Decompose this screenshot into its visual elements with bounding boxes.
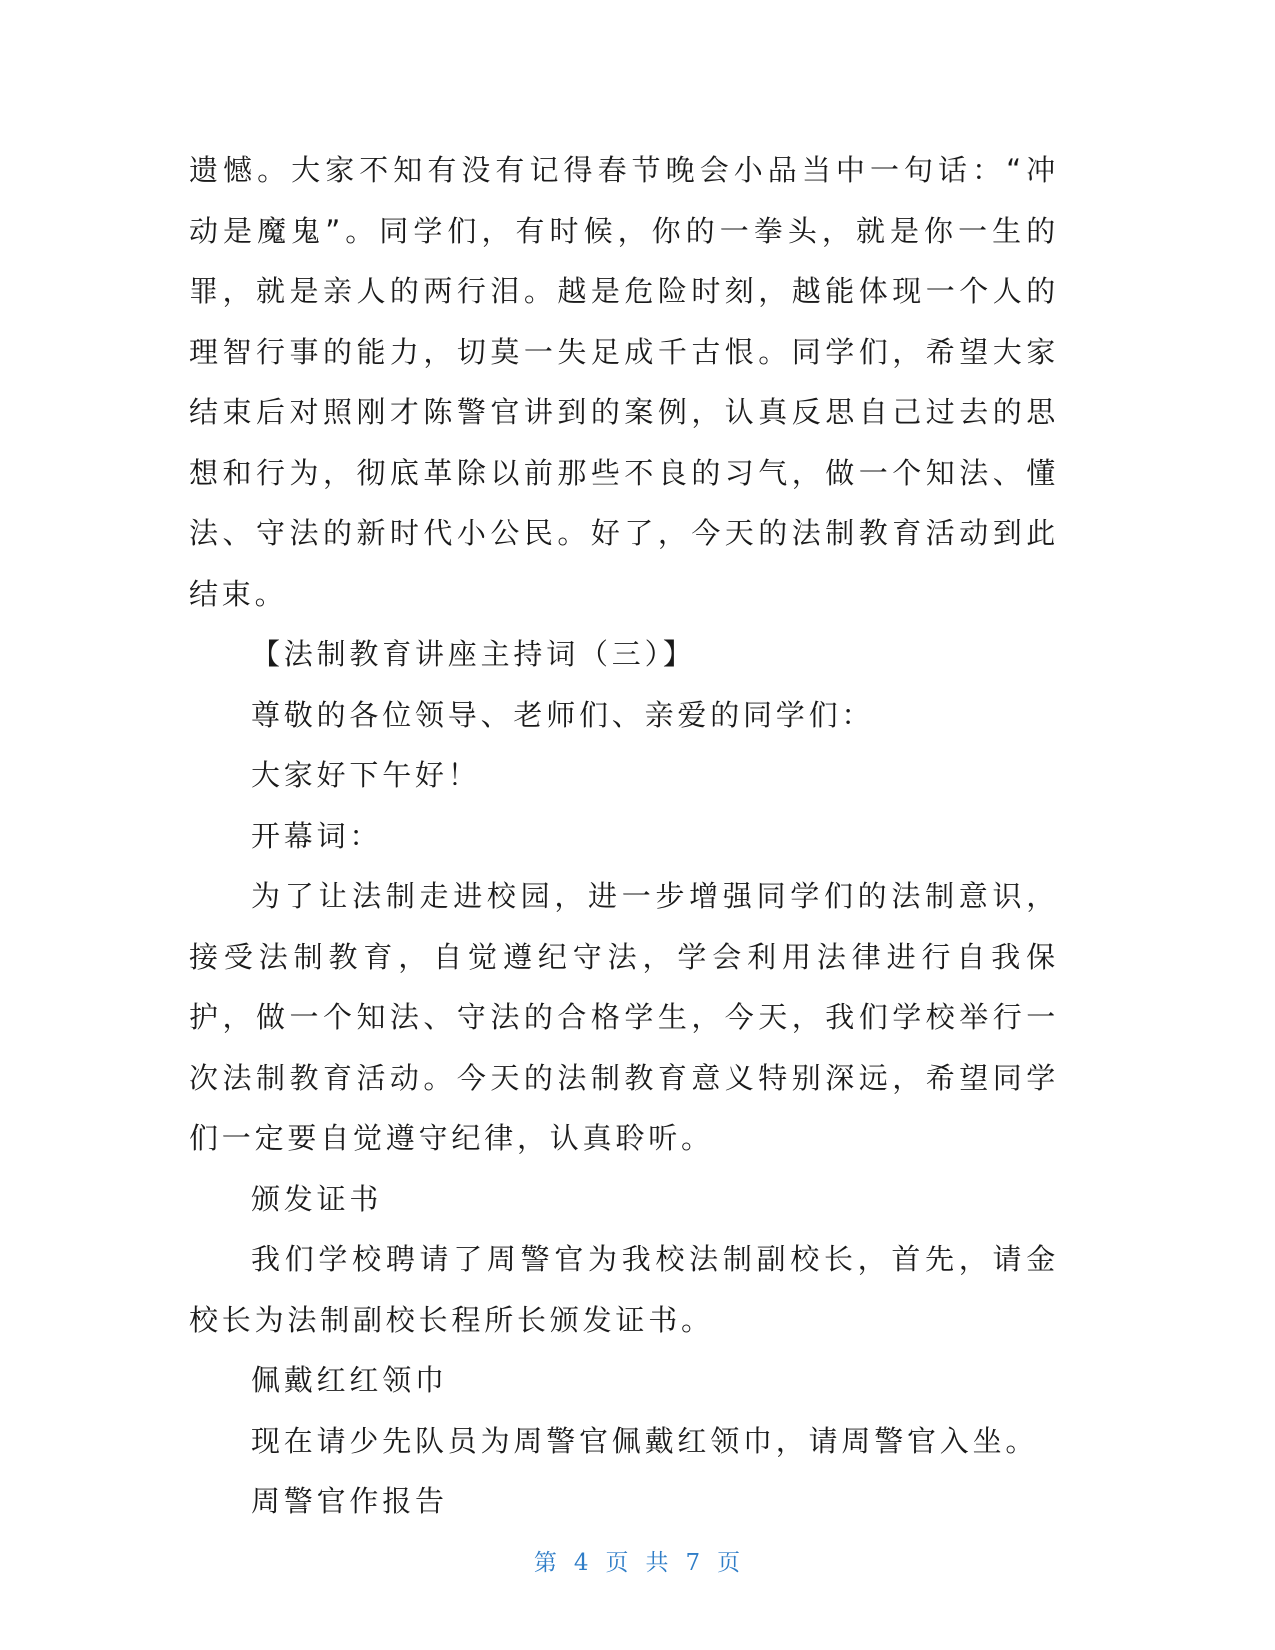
- paragraph-certificate-text: 我们学校聘请了周警官为我校法制副校长，首先，请金校长为法制副校长程所长颁发证书。: [189, 1242, 1059, 1337]
- paragraph-salutation: 尊敬的各位领导、老师们、亲爱的同学们：: [251, 697, 875, 732]
- paragraph-scarf-text: 现在请少先队员为周警官佩戴红领巾，请周警官入坐。: [251, 1423, 1039, 1458]
- paragraph-report-label: 周警官作报告: [251, 1484, 448, 1518]
- paragraph-certificate-label: 颁发证书: [251, 1181, 383, 1216]
- footer-current-page: 4: [573, 1550, 590, 1576]
- footer-total-pages: 7: [685, 1550, 702, 1576]
- footer-label-di: 第: [533, 1550, 558, 1576]
- section-heading: 【法制教育讲座主持词（三）】: [251, 637, 696, 671]
- footer-label-ye2: 页: [717, 1550, 742, 1576]
- paragraph-opening-speech: 为了让法制走进校园，进一步增强同学们的法制意识，接受法制教育，自觉遵纪守法，学会利用法律进行自我保护，做一个知法、守法的合格学生，今天，我们学校举行一次法制教育活动。今天的法制教育意义特别深远，希望同学们一定要自觉遵守纪律，认真聆听。: [189, 879, 1059, 1155]
- paragraph-opening-label: 开幕词：: [251, 818, 383, 853]
- footer-label-ye: 页: [605, 1550, 630, 1576]
- paragraph-greeting: 大家好下午好！: [251, 758, 481, 792]
- paragraph-continuation: 遗憾。大家不知有没有记得春节晚会小品当中一句话：“冲动是魔鬼”。同学们，有时候，你的一拳头，就是你一生的罪，就是亲人的两行泪。越是危险时刻，越能体现一个人的理智行事的能力，切莫一失足成千古恨。同学们，希望大家结束后对照刚才陈警官讲到的案例，认真反思自己过去的思想和行为，彻底革除以前那些不良的习气，做一个知法、懂法、守法的新时代小公民。好了，今天的法制教育活动到此结束。: [189, 153, 1059, 611]
- paragraph-scarf-label: 佩戴红红领巾: [251, 1363, 448, 1397]
- page-number-footer: [0, 1544, 1275, 1577]
- document-body: [189, 140, 1059, 1532]
- footer-label-gong: 共: [645, 1550, 670, 1576]
